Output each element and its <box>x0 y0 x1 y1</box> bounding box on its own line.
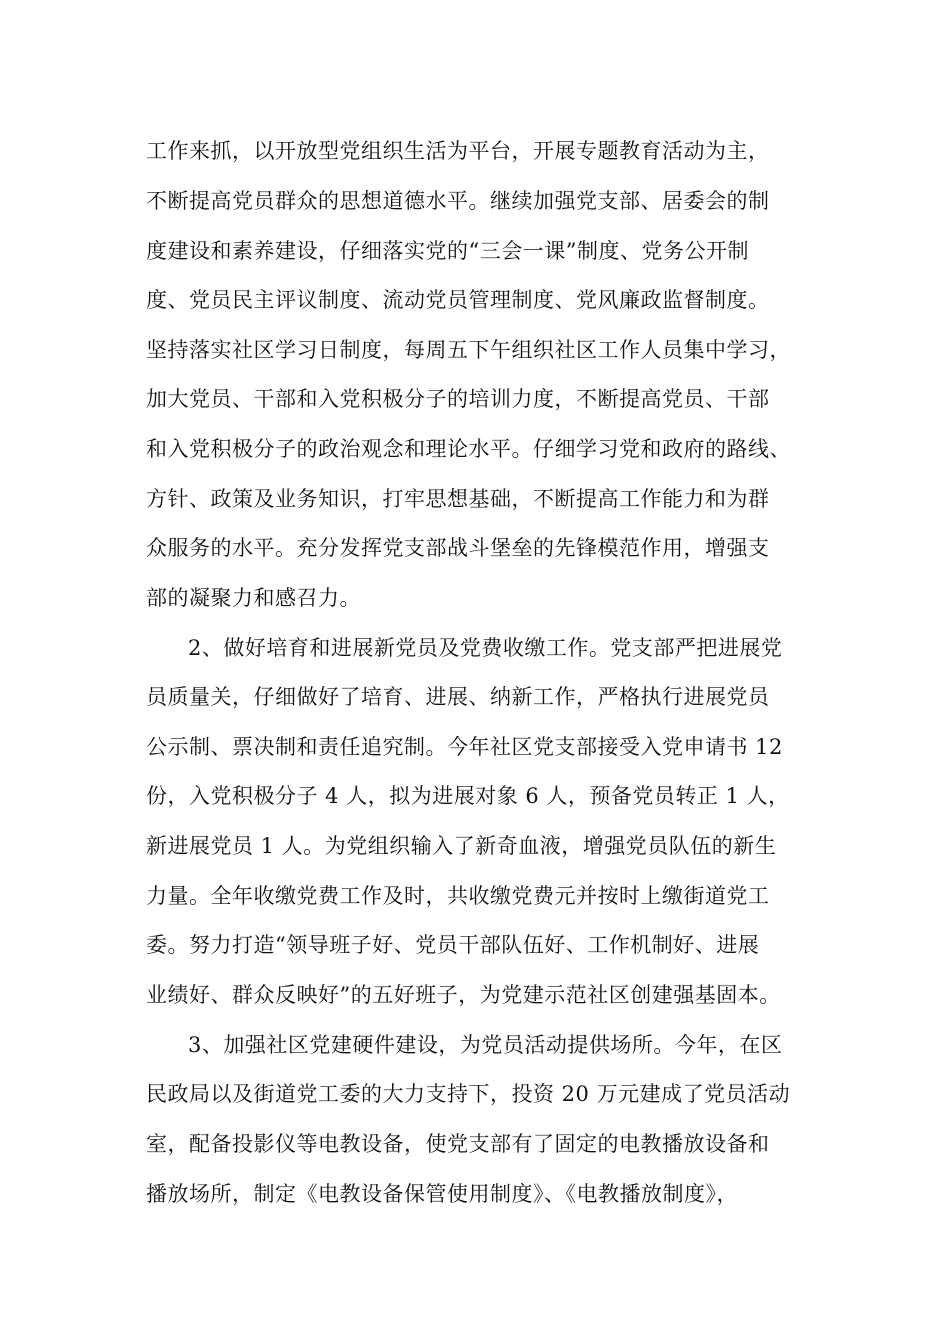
text-line: 播放场所，制定《电教设备保管使用制度》、《电教播放制度》， <box>146 1182 738 1206</box>
text-line: 新进展党员 1 人。为党组织输入了新奇血液，增强党员队伍的新生 <box>146 834 777 858</box>
text-line: 加大党员、干部和入党积极分子的培训力度，不断提高党员、干部 <box>146 387 770 411</box>
text-line: 度建设和素养建设，仔细落实党的“三会一课”制度、党务公开制 <box>146 239 749 263</box>
text-line: 员质量关，仔细做好了培育、进展、纳新工作，严格执行进展党员 <box>146 685 770 709</box>
text-line: 工作来抓，以开放型党组织生活为平台，开展专题教育活动为主， <box>146 139 770 163</box>
text-line: 方针、政策及业务知识，打牢思想基础，不断提高工作能力和为群 <box>146 487 770 511</box>
text-line: 份，入党积极分子 4 人，拟为进展对象 6 人，预备党员转正 1 人， <box>146 784 790 808</box>
paragraph-start-line: 2、做好培育和进展新党员及党费收缴工作。党支部严把进展党 <box>188 636 783 660</box>
text-line: 坚持落实社区学习日制度，每周五下午组织社区工作人员集中学习， <box>146 338 791 362</box>
text-line: 部的凝聚力和感召力。 <box>146 586 361 610</box>
text-line: 和入党积极分子的政治观念和理论水平。仔细学习党和政府的路线、 <box>146 437 791 461</box>
text-line: 力量。全年收缴党费工作及时，共收缴党费元并按时上缴街道党工 <box>146 884 770 908</box>
text-line: 业绩好、群众反映好”的五好班子，为党建示范社区创建强基固本。 <box>146 983 781 1007</box>
paragraph-start-line: 3、加强社区党建硬件建设，为党员活动提供场所。今年，在区 <box>188 1033 783 1057</box>
text-line: 度、党员民主评议制度、流动党员管理制度、党风廉政监督制度。 <box>146 288 770 312</box>
text-line: 民政局以及街道党工委的大力支持下，投资 20 万元建成了党员活动 <box>146 1082 791 1106</box>
text-line: 委。努力打造“领导班子好、党员干部队伍好、工作机制好、进展 <box>146 933 760 957</box>
text-line: 室，配备投影仪等电教设备，使党支部有了固定的电教播放设备和 <box>146 1132 770 1156</box>
text-line: 公示制、票决制和责任追究制。今年社区党支部接受入党申请书 12 <box>146 735 783 759</box>
text-line: 不断提高党员群众的思想道德水平。继续加强党支部、居委会的制 <box>146 189 770 213</box>
text-line: 众服务的水平。充分发挥党支部战斗堡垒的先锋模范作用，增强支 <box>146 536 770 560</box>
